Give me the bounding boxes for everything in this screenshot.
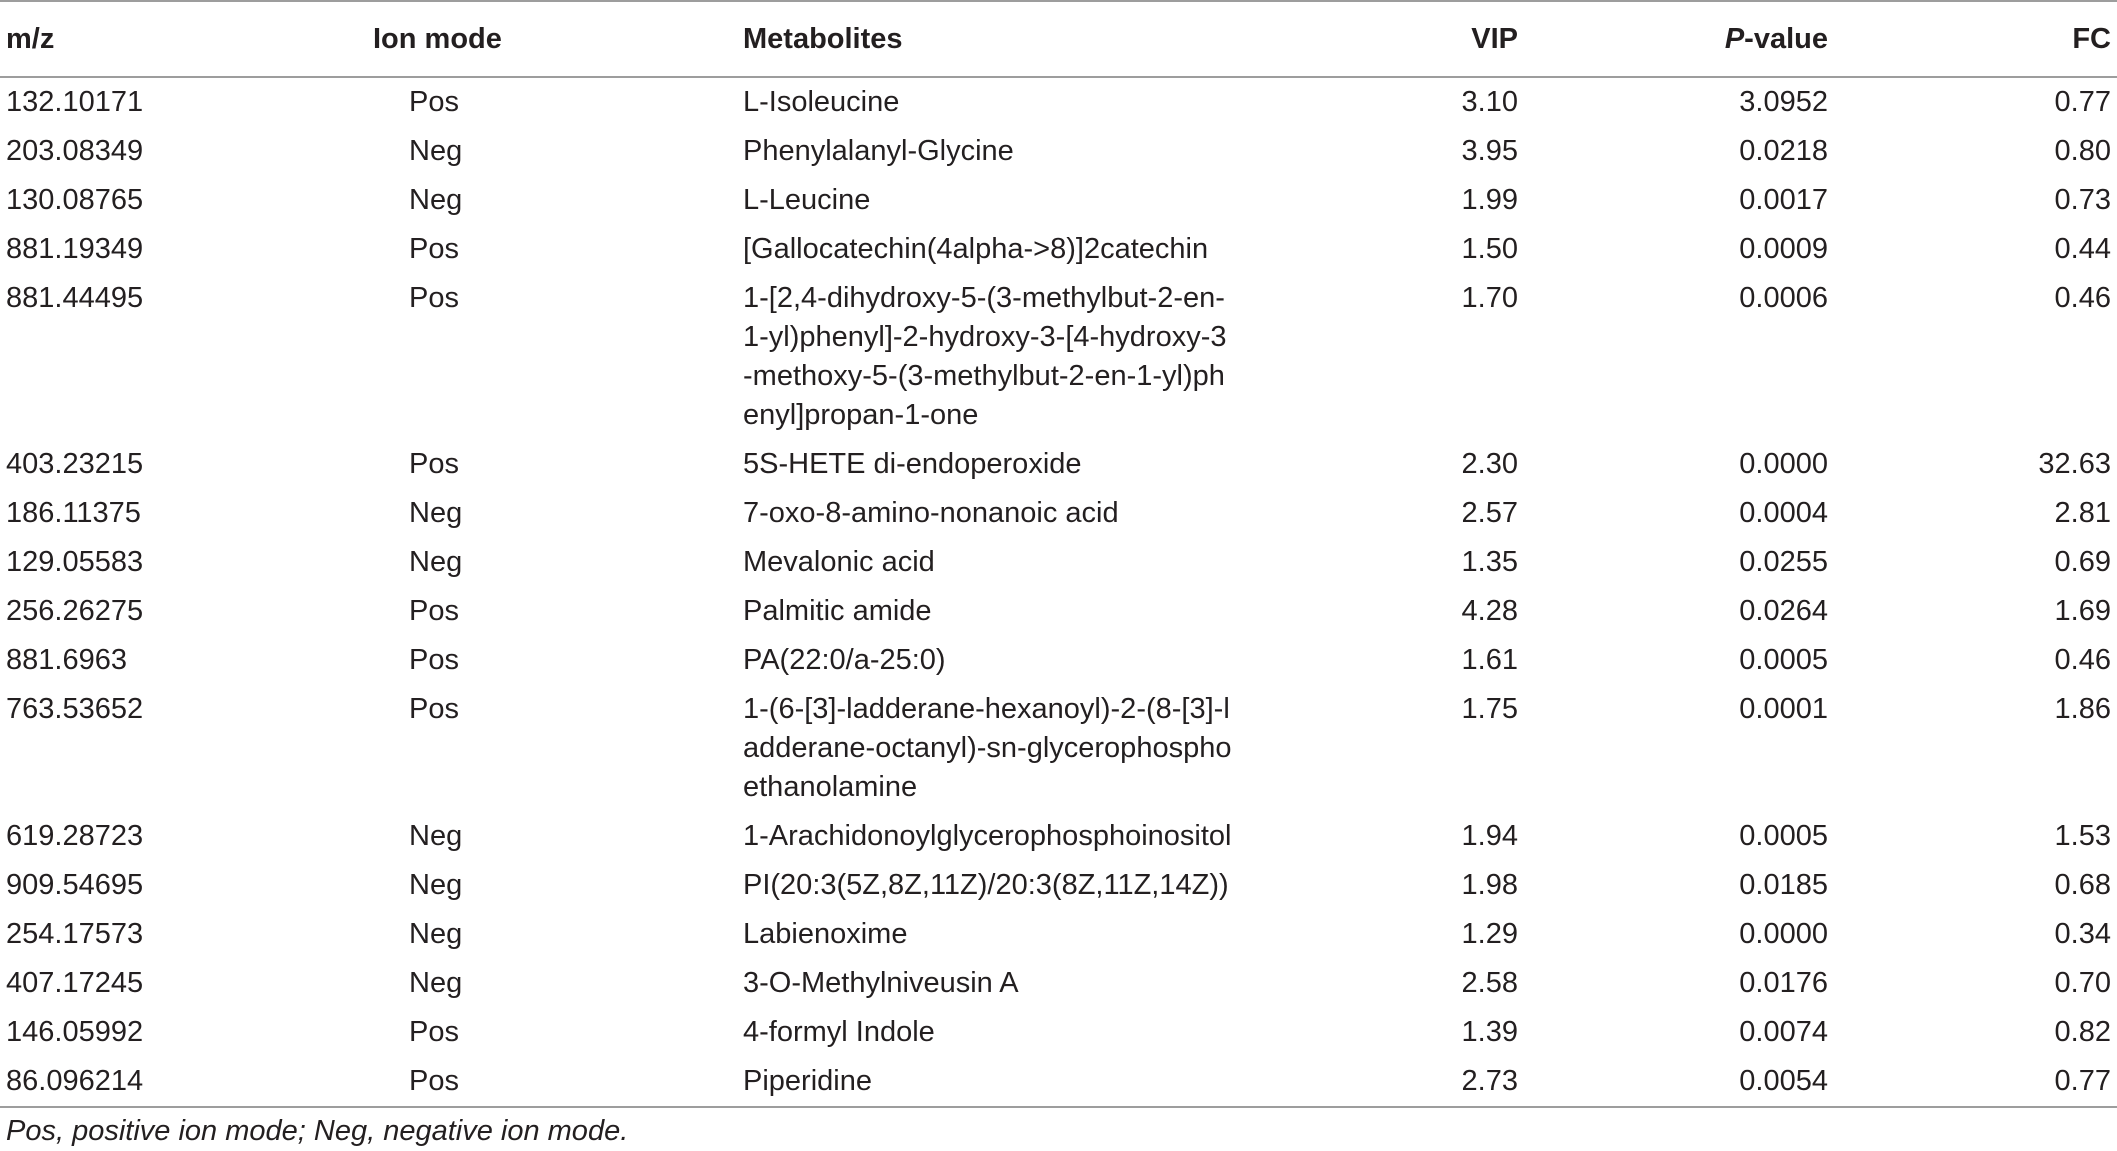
- header-mz: m/z: [6, 22, 55, 55]
- table-row: [0, 489, 2117, 538]
- cell-vip: 2.58: [1461, 967, 1518, 999]
- cell-fc: 0.69: [2054, 546, 2111, 578]
- cell-metabolite: [743, 1008, 1263, 1057]
- cell-p-value: 0.0264: [1739, 595, 1828, 627]
- table-row: [0, 861, 2117, 910]
- cell-fc: 0.34: [2054, 918, 2111, 950]
- cell-ion-mode: Pos: [409, 693, 459, 725]
- table-row: [0, 685, 2117, 812]
- cell-metabolite: [743, 587, 1263, 636]
- cell-metabolite: [743, 812, 1263, 861]
- cell-p-value: 0.0000: [1739, 448, 1828, 480]
- cell-metabolite: [743, 127, 1263, 176]
- header-p-suffix: -value: [1744, 22, 1828, 55]
- cell-fc: 2.81: [2054, 497, 2111, 529]
- table-row: [0, 538, 2117, 587]
- cell-mz: 407.17245: [6, 967, 144, 999]
- cell-ion-mode: Pos: [409, 233, 459, 265]
- cell-p-value: 0.0185: [1739, 869, 1828, 901]
- cell-vip: 2.57: [1461, 497, 1518, 529]
- cell-mz: 763.53652: [6, 693, 144, 725]
- cell-fc: 0.70: [2054, 967, 2111, 999]
- table-row: [0, 176, 2117, 225]
- cell-fc: 0.68: [2054, 869, 2111, 901]
- metabolite-name: 1-Arachidonoylglycerophosphoinositol: [743, 820, 1232, 852]
- table-row: [0, 587, 2117, 636]
- cell-metabolite: [743, 959, 1263, 1008]
- cell-ion-mode: Pos: [409, 282, 459, 314]
- cell-metabolite: [743, 1057, 1263, 1107]
- header-fc: FC: [2072, 22, 2111, 55]
- cell-ion-mode: Pos: [409, 644, 459, 676]
- cell-metabolite: [743, 440, 1263, 489]
- cell-mz: 256.26275: [6, 595, 144, 627]
- cell-ion-mode: Pos: [409, 86, 459, 118]
- cell-ion-mode: Neg: [409, 497, 463, 529]
- cell-vip: 1.39: [1461, 1016, 1518, 1048]
- table-header: [0, 1, 2117, 77]
- table-row: [0, 77, 2117, 127]
- cell-fc: 32.63: [2038, 448, 2111, 480]
- cell-p-value: 0.0006: [1739, 282, 1828, 314]
- cell-metabolite: [743, 636, 1263, 685]
- cell-metabolite: [743, 861, 1263, 910]
- cell-p-value: 0.0074: [1739, 1016, 1828, 1048]
- cell-p-value: 0.0009: [1739, 233, 1828, 265]
- cell-vip: 3.10: [1461, 86, 1518, 118]
- cell-mz: 132.10171: [6, 86, 144, 118]
- metabolite-name: 5S-HETE di-endoperoxide: [743, 448, 1082, 480]
- cell-metabolite: [743, 538, 1263, 587]
- header-row: [0, 1, 2117, 77]
- cell-metabolite: [743, 489, 1263, 538]
- cell-ion-mode: Neg: [409, 967, 463, 999]
- cell-mz: 254.17573: [6, 918, 144, 950]
- metabolite-name: 1-[2,4-dihydroxy-5-(3-methylbut-2-en-1-yl)phenyl]-2-hydroxy-3-[4-hydroxy-3-methoxy-5-(3-methylbut-2-en-1-yl)phenyl]propan-1-one: [743, 282, 1227, 431]
- cell-vip: 1.70: [1461, 282, 1518, 314]
- table-row: [0, 274, 2117, 440]
- cell-metabolite: [743, 685, 1263, 812]
- cell-mz: 186.11375: [6, 497, 141, 529]
- cell-vip: 1.50: [1461, 233, 1518, 265]
- metabolite-name: Mevalonic acid: [743, 546, 935, 578]
- cell-p-value: 0.0054: [1739, 1065, 1828, 1097]
- cell-vip: 1.29: [1461, 918, 1518, 950]
- cell-p-value: 0.0005: [1739, 820, 1828, 852]
- table-row: [0, 910, 2117, 959]
- metabolite-name: Phenylalanyl-Glycine: [743, 135, 1014, 167]
- header-p-letter: P: [1724, 22, 1745, 55]
- header-ion-mode: Ion mode: [373, 22, 502, 55]
- cell-mz: 146.05992: [6, 1016, 144, 1048]
- table-row: [0, 959, 2117, 1008]
- cell-mz: 881.6963: [6, 644, 127, 676]
- metabolite-name: 3-O-Methylniveusin A: [743, 967, 1019, 999]
- cell-vip: 4.28: [1461, 595, 1518, 627]
- table-row: [0, 812, 2117, 861]
- cell-mz: 130.08765: [6, 184, 144, 216]
- metabolite-name: 7-oxo-8-amino-nonanoic acid: [743, 497, 1119, 529]
- table-row: [0, 1008, 2117, 1057]
- cell-fc: 0.46: [2054, 282, 2111, 314]
- cell-p-value: 0.0017: [1739, 184, 1828, 216]
- cell-fc: 0.80: [2054, 135, 2111, 167]
- cell-mz: 403.23215: [6, 448, 144, 480]
- metabolite-name: L-Isoleucine: [743, 86, 900, 118]
- table-row: [0, 440, 2117, 489]
- cell-vip: 1.94: [1461, 820, 1518, 852]
- cell-ion-mode: Pos: [409, 448, 459, 480]
- cell-ion-mode: Neg: [409, 918, 463, 950]
- cell-vip: 1.35: [1461, 546, 1518, 578]
- metabolite-name: Piperidine: [743, 1065, 872, 1097]
- table-body: [0, 77, 2117, 1107]
- cell-vip: 1.99: [1461, 184, 1518, 216]
- metabolite-name: PI(20:3(5Z,8Z,11Z)/20:3(8Z,11Z,14Z)): [743, 869, 1229, 901]
- cell-fc: 0.46: [2054, 644, 2111, 676]
- cell-ion-mode: Neg: [409, 184, 463, 216]
- cell-p-value: 0.0218: [1739, 135, 1828, 167]
- table-row: [0, 1057, 2117, 1107]
- cell-vip: 2.73: [1461, 1065, 1518, 1097]
- metabolite-name: Palmitic amide: [743, 595, 932, 627]
- cell-vip: 1.75: [1461, 693, 1518, 725]
- cell-ion-mode: Pos: [409, 1065, 459, 1097]
- cell-ion-mode: Neg: [409, 546, 463, 578]
- metabolite-name: PA(22:0/a-25:0): [743, 644, 946, 676]
- table-row: [0, 127, 2117, 176]
- header-vip: VIP: [1471, 22, 1518, 55]
- cell-fc: 1.86: [2054, 693, 2111, 725]
- cell-ion-mode: Pos: [409, 1016, 459, 1048]
- cell-p-value: 0.0000: [1739, 918, 1828, 950]
- cell-mz: 881.19349: [6, 233, 144, 265]
- cell-mz: 909.54695: [6, 869, 144, 901]
- header-p-value: [1518, 1, 1828, 77]
- cell-fc: 0.82: [2054, 1016, 2111, 1048]
- cell-metabolite: [743, 910, 1263, 959]
- metabolite-name: L-Leucine: [743, 184, 871, 216]
- cell-vip: 1.98: [1461, 869, 1518, 901]
- cell-metabolite: [743, 176, 1263, 225]
- metabolite-name: 4-formyl Indole: [743, 1016, 935, 1048]
- cell-p-value: 0.0001: [1739, 693, 1828, 725]
- cell-fc: 0.77: [2054, 1065, 2111, 1097]
- cell-ion-mode: Pos: [409, 595, 459, 627]
- cell-fc: 0.44: [2054, 233, 2111, 265]
- cell-fc: 0.77: [2054, 86, 2111, 118]
- metabolite-name: Labienoxime: [743, 918, 908, 950]
- cell-ion-mode: Neg: [409, 135, 463, 167]
- cell-vip: 3.95: [1461, 135, 1518, 167]
- cell-ion-mode: Neg: [409, 820, 463, 852]
- cell-metabolite: [743, 274, 1263, 440]
- cell-p-value: 0.0176: [1739, 967, 1828, 999]
- cell-fc: 1.53: [2054, 820, 2111, 852]
- cell-mz: 203.08349: [6, 135, 144, 167]
- cell-fc: 1.69: [2054, 595, 2111, 627]
- cell-mz: 129.05583: [6, 546, 144, 578]
- metabolite-name: 1-(6-[3]-ladderane-hexanoyl)-2-(8-[3]-ladderane-octanyl)-sn-glycerophosphoethanolamine: [743, 693, 1232, 803]
- cell-mz: 86.096214: [6, 1065, 144, 1097]
- cell-p-value: 3.0952: [1739, 86, 1828, 118]
- table-row: [0, 636, 2117, 685]
- cell-mz: 619.28723: [6, 820, 144, 852]
- metabolite-name: [Gallocatechin(4alpha->8)]2catechin: [743, 233, 1209, 265]
- cell-metabolite: [743, 225, 1263, 274]
- cell-metabolite: [743, 77, 1263, 127]
- cell-ion-mode: Neg: [409, 869, 463, 901]
- cell-fc: 0.73: [2054, 184, 2111, 216]
- table-row: [0, 225, 2117, 274]
- cell-mz: 881.44495: [6, 282, 144, 314]
- cell-vip: 2.30: [1461, 448, 1518, 480]
- cell-p-value: 0.0004: [1739, 497, 1828, 529]
- header-metabolites: Metabolites: [743, 22, 903, 55]
- cell-p-value: 0.0255: [1739, 546, 1828, 578]
- cell-p-value: 0.0005: [1739, 644, 1828, 676]
- table-footnote: Pos, positive ion mode; Neg, negative ion mode.: [6, 1115, 629, 1147]
- cell-vip: 1.61: [1461, 644, 1518, 676]
